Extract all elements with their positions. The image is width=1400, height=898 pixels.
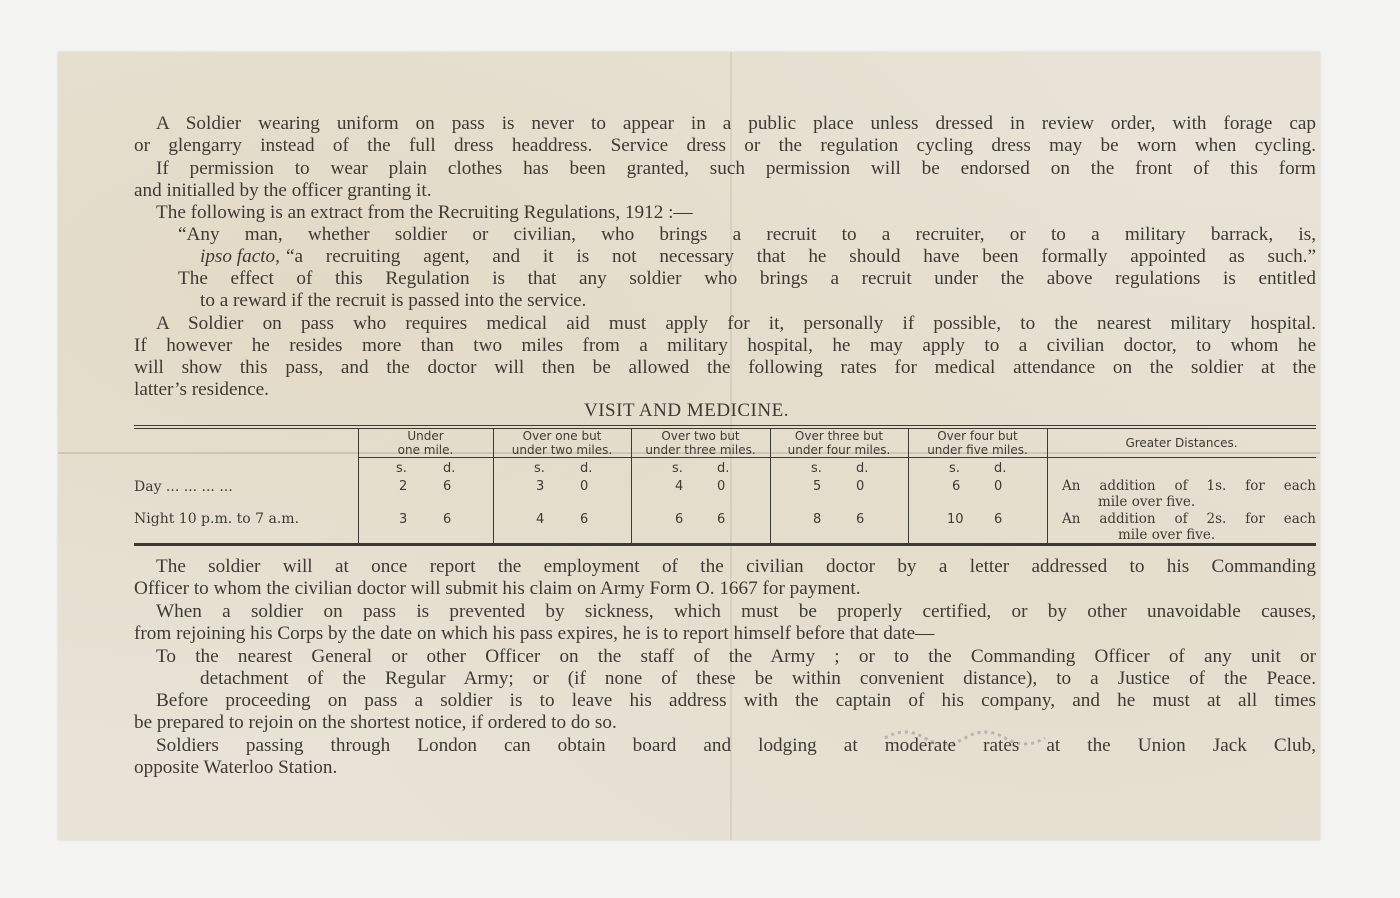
quote-line-1: “Any man, whether soldier or civilian, who brings a recruit to a recruiter, or to a military barrack, is, xyxy=(178,224,1316,245)
table-top-rule xyxy=(134,425,1316,426)
paragraph-officer-line-1: To the nearest General or other Officer on the staff of the Army ; or to the Commanding Officer of any unit or xyxy=(156,646,1316,667)
row-label-night: Night 10 p.m. to 7 a.m. xyxy=(134,511,300,527)
paragraph-london-line-1: Soldiers passing through London can obtain board and lodging at moderate rates at the Union Jack Club, xyxy=(156,735,1316,756)
cell-value: 0 xyxy=(856,479,865,494)
paragraph-extract-intro: The following is an extract from the Recruiting Regulations, 1912 :— xyxy=(156,202,693,223)
cell-value: 6 xyxy=(580,512,589,527)
table-title: VISIT AND MEDICINE. xyxy=(584,400,789,421)
cell-value: 6 xyxy=(952,479,961,494)
cell-value: 10 xyxy=(947,512,964,527)
unit-d: d. xyxy=(443,461,456,476)
unit-d: d. xyxy=(717,461,730,476)
table-col-header-greater: Greater Distances. xyxy=(1125,436,1238,450)
table-col-header: Over three but under four miles. xyxy=(787,429,891,457)
paragraph-effect-line-2: to a reward if the recruit is passed into the service. xyxy=(200,290,587,311)
unit-s: s. xyxy=(949,461,960,476)
paragraph-officer-line-2: detachment of the Regular Army; or (if none of these be within convenient distance), to a Justice of the Peace. xyxy=(200,668,1316,689)
paragraph-uniform-line-1: A Soldier wearing uniform on pass is never to appear in a public place unless dressed in review order, with forage cap xyxy=(156,113,1316,134)
table-col-header: Over two but under three miles. xyxy=(645,429,756,457)
paragraph-medical-line-3: will show this pass, and the doctor will then be allowed the following rates for medical attendance on the soldier at the xyxy=(134,357,1316,378)
row-note-day: An addition of 1s. for each mile over five. xyxy=(1062,478,1316,510)
paragraph-sickness-line-2: from rejoining his Corps by the date on which his pass expires, he is to report himself before that date— xyxy=(134,623,935,644)
paragraph-medical-line-1: A Soldier on pass who requires medical aid must apply for it, personally if possible, to the nearest military hospital. xyxy=(156,313,1316,334)
paragraph-sickness-line-1: When a soldier on pass is prevented by sickness, which must be properly certified, or by other unavoidable causes, xyxy=(156,601,1316,622)
paragraph-report-line-1: The soldier will at once report the employment of the civilian doctor by a letter addressed to his Commanding xyxy=(156,556,1316,577)
paragraph-effect-line-1: The effect of this Regulation is that any soldier who brings a recruit under the above regulations is entitled xyxy=(178,268,1316,289)
quote-line-2 xyxy=(200,246,1316,268)
cell-value: 0 xyxy=(994,479,1003,494)
paragraph-report-line-2: Officer to whom the civilian doctor will submit his claim on Army Form O. 1667 for payment. xyxy=(134,578,861,599)
table-col-header: Over four but under five miles. xyxy=(927,429,1028,457)
table-col-header: Under one mile. xyxy=(397,429,454,457)
unit-s: s. xyxy=(672,461,683,476)
faded-stamp-mark xyxy=(880,723,1080,753)
unit-d: d. xyxy=(994,461,1007,476)
cell-value: 6 xyxy=(443,512,452,527)
quote-line-2-rest: “a recruiting agent, and it is not necessary that he should have been formally appointed as such.” xyxy=(285,246,1316,267)
cell-value: 0 xyxy=(717,479,726,494)
quote-ipso-facto: ipso facto, xyxy=(200,246,280,267)
cell-value: 3 xyxy=(536,479,545,494)
paragraph-address-line-2: be prepared to rejoin on the shortest notice, if ordered to do so. xyxy=(134,712,617,733)
paragraph-plain-clothes-line-2: and initialled by the officer granting it. xyxy=(134,180,432,201)
paragraph-address-line-1: Before proceeding on pass a soldier is to leave his address with the captain of his company, and he must at all times xyxy=(156,690,1316,711)
cell-value: 4 xyxy=(675,479,684,494)
unit-d: d. xyxy=(856,461,869,476)
cell-value: 5 xyxy=(813,479,822,494)
unit-s: s. xyxy=(811,461,822,476)
unit-s: s. xyxy=(396,461,407,476)
cell-value: 6 xyxy=(443,479,452,494)
row-note-night: An addition of 2s. for each mile over five. xyxy=(1062,511,1316,543)
cell-value: 0 xyxy=(580,479,589,494)
table-header-rule xyxy=(358,457,1316,458)
unit-d: d. xyxy=(580,461,593,476)
cell-value: 6 xyxy=(675,512,684,527)
cell-value: 6 xyxy=(994,512,1003,527)
cell-value: 4 xyxy=(536,512,545,527)
cell-value: 8 xyxy=(813,512,822,527)
cell-value: 3 xyxy=(399,512,408,527)
paragraph-uniform-line-2: or glengarry instead of the full dress headdress. Service dress or the regulation cycling dress may be worn when cycling. xyxy=(134,135,1316,156)
cell-value: 6 xyxy=(717,512,726,527)
cell-value: 6 xyxy=(856,512,865,527)
paragraph-london-line-2: opposite Waterloo Station. xyxy=(134,757,338,778)
unit-s: s. xyxy=(534,461,545,476)
row-label-day: Day ... ... ... ... xyxy=(134,479,233,495)
paragraph-medical-line-4: latter’s residence. xyxy=(134,379,269,400)
paragraph-plain-clothes-line-1: If permission to wear plain clothes has been granted, such permission will be endorsed on the front of this form xyxy=(156,158,1316,179)
table-bottom-rule xyxy=(134,543,1316,546)
cell-value: 2 xyxy=(399,479,408,494)
table-col-header: Over one but under two miles. xyxy=(511,429,613,457)
paragraph-medical-line-2: If however he resides more than two miles from a military hospital, he may apply to a civilian doctor, to whom he xyxy=(134,335,1316,356)
